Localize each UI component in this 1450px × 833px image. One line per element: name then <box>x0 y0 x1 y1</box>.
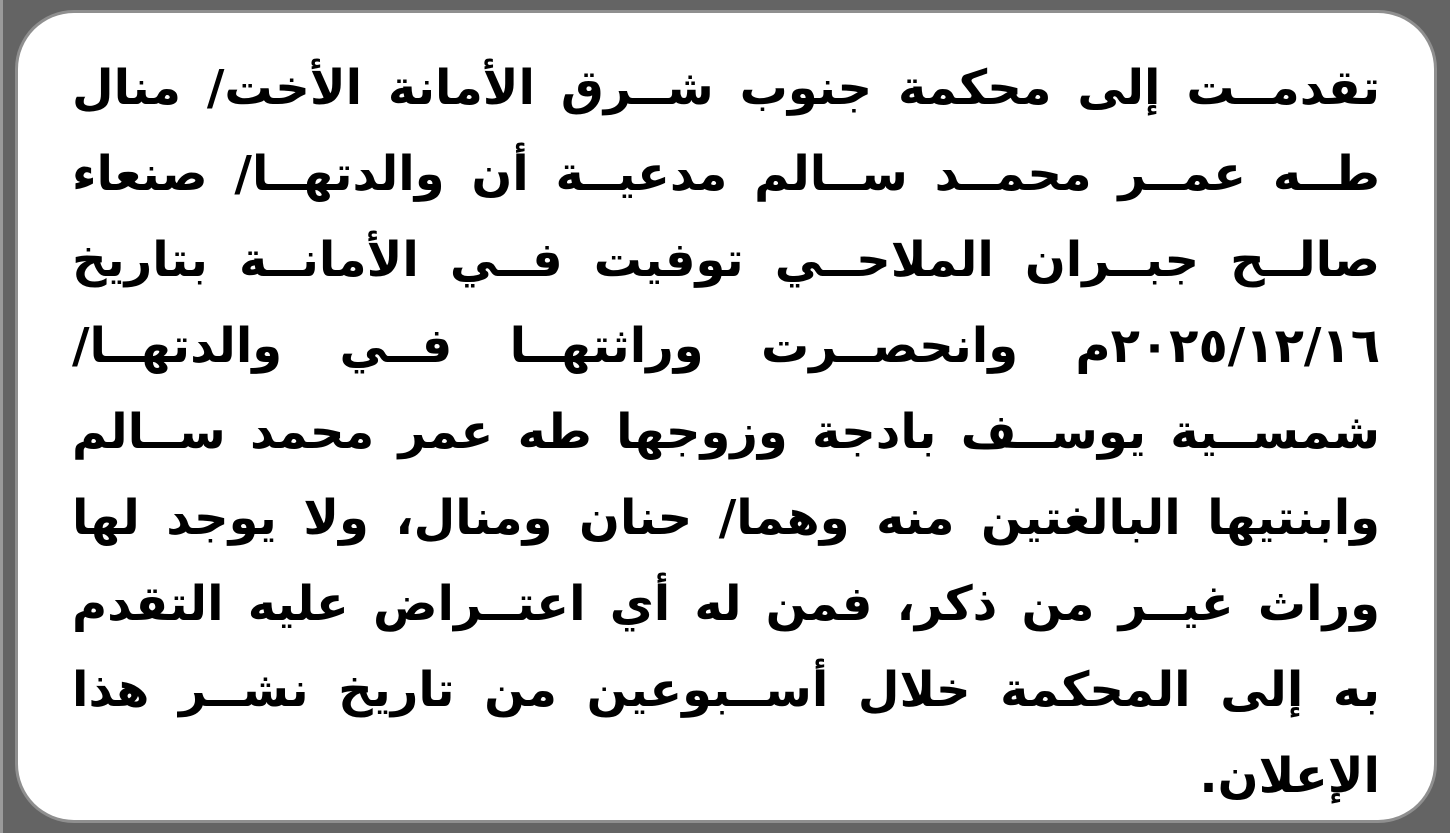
announcement-card <box>18 13 1434 820</box>
scan-edge-highlight <box>0 0 3 833</box>
announcement-line-6: وابنتيها البالغتين منه وهما/ حنان ومنال، ولا يوجد لها <box>72 490 1380 546</box>
announcement-line-2: طــه عمــر محمــد ســالم مدعيــة أن والدتهــا/ صنعاء <box>72 146 1380 202</box>
announcement-line-3: صالــح جبــران الملاحــي توفيت فــي الأمانــة بتاريخ <box>72 232 1380 288</box>
announcement-line-5: شمســية يوســف بادجة وزوجها طه عمر محمد ســالم <box>72 404 1380 460</box>
announcement-line-1: تقدمــت إلى محكمة جنوب شــرق الأمانة الأخت/ منال <box>72 60 1380 116</box>
announcement-text-block <box>18 13 1434 819</box>
announcement-line-7: وراث غيــر من ذكر، فمن له أي اعتــراض عليه التقدم <box>72 576 1380 632</box>
announcement-line-8: به إلى المحكمة خلال أســبوعين من تاريخ نشــر هذا <box>72 662 1380 718</box>
announcement-line-9: الإعلان. <box>1199 748 1380 804</box>
announcement-line-4: ٢٠٢٥/١٢/١٦م وانحصــرت وراثتهــا فــي والدتهــا/ <box>72 318 1380 374</box>
